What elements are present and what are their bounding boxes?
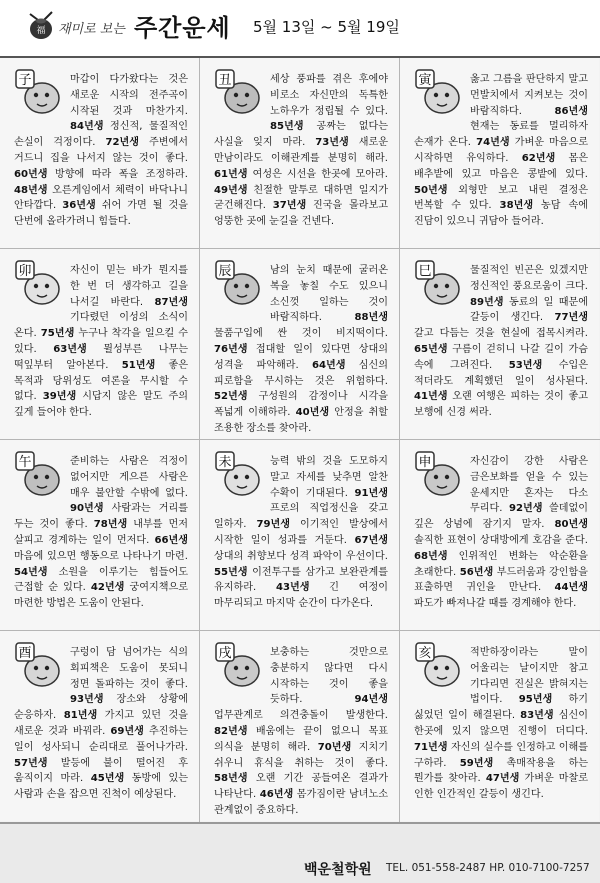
birth-year: 87년생 [154,296,188,308]
birth-year: 72년생 [105,137,139,149]
fortune-text [414,645,588,803]
fortune-sentence: 누구나 착각을 일으킬 수 있다. [14,328,189,355]
fortune-sentence: 갈고 다듬는 것을 현실에 접목시켜라. [414,328,588,340]
birth-year: 53년생 [508,359,543,371]
horoscope-cell-pig [400,631,599,821]
svg-text:福: 福 [36,26,46,36]
birth-year: 69년생 [110,725,144,737]
zodiac-sign-label: 未 [218,455,232,470]
academy-name: 백운철학원 [304,862,372,878]
fortune-pouch-icon [26,8,56,40]
horoscope-cell-rooster [0,631,199,821]
fortune-sentence: 좋은 목적과 당위성도 여론을 무시할 수 없다. [14,359,188,403]
footer [0,822,600,883]
birth-year: 91년생 [354,487,388,499]
birth-year: 76년생 [214,343,248,355]
birth-year: 51년생 [121,359,156,371]
fortune-sentence: 자신감이 강한 사람은 금은보화를 얻을 수 있는 운세지만 혼자는 다소 무리다. [470,456,588,515]
fortune-sentence: 사람과는 거리를 두는 것이 좋다. [14,503,188,531]
fortune-sentence: 이기적인 발상에서 시작한 일이 성과를 거둔다. [214,519,388,546]
fortune-sentence: 정신적, 물질적인 손실이 걱정이다. [14,121,188,149]
birth-year: 94년생 [354,694,388,706]
fortune-sentence: 몸가짐이란 남녀노소 관계없이 중요하다. [214,789,388,816]
zodiac-sign-label: 卯 [18,264,32,279]
icon-spacer [214,645,270,703]
birth-year: 75년생 [40,328,75,340]
zodiac-sign-label: 辰 [218,264,232,279]
fortune-sentence: 쓸데없이 깊은 상념에 잠기지 말자. [414,503,588,531]
fortune-sentence: 준비하는 사람은 걱정이 없어지만 게으른 사람은 매우 불안할 수밖에 없다. [70,456,188,499]
header-subtitle: 재미로 보는 [58,22,125,37]
fortune-text [214,72,388,230]
birth-year: 50년생 [414,184,448,196]
fortune-sentence: 가벼운 마찰로 인한 인간적인 갈등이 생긴다. [414,773,588,801]
fortune-sentence: 옳고 그름을 판단하지 말고 먼발치에서 지켜보는 것이 바람직하다. [470,74,588,117]
header [0,0,600,58]
fortune-sentence: 자신이 믿는 바가 뭔지를 한 번 더 생각하고 길을 나서길 바란다. [70,265,188,308]
fortune-sentence: 가벼운 마음으로 시작하면 유익하다. [414,137,588,164]
fortune-text [14,72,188,230]
birth-year: 66년생 [154,534,188,546]
birth-year: 61년생 [214,168,248,180]
fortune-sentence: 구성원의 감정이나 시각을 폭넓게 이해하라. [214,391,388,419]
birth-year: 37년생 [272,200,307,212]
birth-year: 65년생 [414,343,448,355]
fortune-text [14,454,188,612]
fortune-sentence: 접대할 일이 있다면 상대의 성격을 파악해라. [214,343,388,371]
page-title: 주간운세 [134,14,231,42]
birth-year: 78년생 [93,519,128,531]
row-divider [0,630,600,631]
birth-year: 48년생 [14,184,48,196]
birth-year: 60년생 [14,168,48,180]
zodiac-sign-label: 子 [18,73,32,88]
fortune-sentence: 구렁이 담 넘어가는 식의 회피책은 도움이 못되니 정면 돌파하는 것이 좋다. [70,647,188,690]
fortune-text [414,72,588,230]
birth-year: 45년생 [90,773,125,785]
icon-spacer [214,454,270,512]
fortune-sentence: 심신이 한곳에 있지 않으면 진행이 더디다. [414,710,588,737]
fortune-sentence: 지치기 쉬우니 휴식을 취하는 것이 좋다. [214,741,388,769]
fortune-sentence: 공짜는 없다는 사실을 잊지 마라. [214,121,388,149]
fortune-sentence: 외형만 보고 내린 결정은 번복할 수 있다. [414,184,588,212]
horoscope-cell-horse [0,440,199,630]
birth-year: 56년생 [459,566,494,578]
fortune-sentence: 소원을 이루기는 힘들어도 근접할 순 있다. [14,566,188,594]
icon-spacer [14,454,70,512]
contact-numbers: TEL. 051-558-2487 HP. 010-7100-7257 [386,862,590,874]
footer-divider [0,822,600,824]
icon-spacer [14,263,70,321]
fortune-text [414,454,588,612]
birth-year: 47년생 [485,773,520,785]
icon-spacer [414,645,470,703]
fortune-sentence: 배움에는 끝이 없으니 목표 의식을 분명히 해라. [214,725,388,753]
fortune-sentence: 내부를 먼저 살피고 경계하는 일이 먼저다. [14,519,189,546]
horoscope-cell-ox [200,58,399,248]
fortune-sentence: 몸은 배추밭에 있고 마음은 콩밭에 있다. [414,152,588,180]
fortune-sentence: 하기 싫었던 일이 해결된다. [414,694,588,722]
horoscope-cell-monkey [400,440,599,630]
birth-year: 39년생 [42,391,77,403]
birth-year: 62년생 [521,152,556,164]
fortune-sentence: 오랜 여행은 피하는 것이 좋고 보행에 신경 써라. [414,391,588,419]
zodiac-sign-label: 戌 [218,646,232,661]
horoscope-cell-snake [400,249,599,439]
horoscope-cell-rabbit [0,249,199,439]
icon-spacer [214,263,270,321]
fortune-sentence: 부드러움과 강인함을 표출하면 귀인을 만난다. [414,566,588,594]
birth-year: 79년생 [256,519,291,531]
fortune-sentence: 마음에 있으면 행동으로 나타나기 마련. [14,550,188,562]
fortune-sentence: 뮐성부른 나무는 떡잎부터 알아본다. [14,343,188,371]
zodiac-sign-label: 酉 [18,646,32,661]
birth-year: 85년생 [270,121,304,133]
fortune-sentence: 현재는 동료를 멀리하자 손재가 온다. [414,121,588,149]
fortune-sentence: 보충하는 것만으로 충분하지 않다면 다시 시작하는 것이 좋을 듯하다. [270,647,388,706]
birth-year: 71년생 [414,741,448,753]
birth-year: 41년생 [414,391,448,403]
icon-spacer [414,72,470,130]
birth-year: 44년생 [554,582,588,594]
birth-year: 81년생 [63,710,98,722]
birth-year: 70년생 [317,741,352,753]
birth-year: 73년생 [315,137,349,149]
horoscope-cell-sheep [200,440,399,630]
birth-year: 86년생 [554,105,588,117]
birth-year: 67년생 [354,534,388,546]
fortune-sentence: 능력 밖의 것을 도모하지 말고 자세를 낮추면 알찬 수확이 기대된다. [270,456,388,499]
column-divider [399,58,400,822]
birth-year: 46년생 [259,789,294,801]
fortune-sentence: 안정을 취할 조용한 장소를 찾아라. [214,407,388,434]
fortune-sentence: 수입은 적더라도 계획했던 일이 성사된다. [414,359,588,387]
horoscope-cell-dragon [200,249,399,439]
column-divider [199,58,200,822]
horoscope-cell-dog [200,631,399,821]
fortune-sentence: 오른게임에서 체력이 바닥나니 안타깝다. [14,184,188,212]
fortune-sentence: 궁여지책으로 마련한 방법은 도움이 안된다. [14,582,188,610]
fortune-sentence: 프로의 직업정신을 갖고 일하자. [214,503,388,531]
fortune-sentence: 장소와 상황에 순응하자. [14,694,188,722]
fortune-sentence: 가지고 있던 것을 새로운 것과 바꿔라. [14,710,188,737]
fortune-sentence: 추진하는 일이 성사되니 순리대로 풀어나가라. [14,725,188,753]
birth-year: 36년생 [62,200,96,212]
birth-year: 90년생 [70,503,104,515]
birth-year: 68년생 [414,550,448,562]
fortune-text [414,263,588,421]
fortune-sentence: 적반하장이라는 말이 어울리는 날이지만 참고 기다리면 진실은 밝혀지는 법이다. [470,647,588,706]
birth-year: 63년생 [53,343,87,355]
fortune-sentence: 쉬어 가면 될 것을 단번에 올라가려니 힘들다. [14,200,189,228]
fortune-text [14,263,188,421]
fortune-sentence: 물질적인 빈곤은 있겠지만 정신적인 풍요로움이 크다. [470,265,588,292]
fortune-sentence: 남의 눈치 때문에 굴러온 복을 놓칠 수도 있으니 소신껏 일하는 것이 바람직하다. [270,265,388,324]
fortune-text [214,263,388,437]
fortune-text [214,454,388,612]
fortune-text [214,645,388,819]
row-divider [0,439,600,440]
fortune-text [14,645,188,803]
fortune-sentence: 동방에 있는 사람과 손을 잡으면 진척이 예상된다. [14,773,188,801]
birth-year: 88년생 [354,312,388,324]
birth-year: 82년생 [214,725,248,737]
birth-year: 57년생 [14,757,48,769]
horoscope-grid [0,58,600,822]
birth-year: 93년생 [70,694,104,706]
fortune-sentence: 마갑이 다가왔다는 것은 새로운 시작의 전주곡이 시작된 것과 마찬가지. [70,74,188,117]
fortune-sentence: 방향에 따라 폭을 조정하라. [47,168,188,180]
fortune-sentence: 자신의 실수를 인정하고 이해를 구하라. [414,741,588,769]
zodiac-sign-label: 申 [418,455,432,470]
icon-spacer [14,72,70,130]
icon-spacer [14,645,70,703]
birth-year: 55년생 [214,566,248,578]
birth-year: 89년생 [470,296,504,308]
fortune-sentence: 발등에 불이 떨어진 후 움직이지 마라. [14,757,188,785]
fortune-sentence: 새로운 만남이라도 이해관계를 분명히 해라. [214,137,388,164]
fortune-sentence: 오랜 기간 공들여온 결과가 나타난다. [214,773,388,801]
fortune-sentence: 여성은 시선을 한곳에 모아라. [247,168,388,180]
zodiac-sign-label: 午 [18,455,32,470]
birth-year: 52년생 [214,391,248,403]
zodiac-sign-label: 寅 [418,73,432,88]
fortune-sentence: 긴 여정이 마무리되고 마지막 순간이 다가온다. [214,582,388,610]
fortune-sentence: 심신의 피로함을 무시하는 것은 위험하다. [214,359,388,387]
birth-year: 58년생 [214,773,248,785]
birth-year: 74년생 [476,137,510,149]
fortune-sentence: 동료의 일 때문에 갈등이 생긴다. [470,296,588,324]
birth-year: 42년생 [90,582,125,594]
fortune-sentence: 이전투구를 삼가고 보완관계를 유지하라. [214,566,388,594]
fortune-sentence: 주변에서 거드니 집을 나서지 않는 것이 좋다. [14,137,188,164]
fortune-sentence: 친절한 말투로 대하면 일지가 굳건해진다. [214,184,388,212]
zodiac-sign-label: 亥 [418,646,432,661]
fortune-sentence: 세상 풍파를 겪은 후에야 비로소 자신만의 독특한 노하우가 정립될 수 있다. [270,74,388,117]
fortune-sentence: 물품구입에 싼 것이 비지떡이다. [214,328,388,340]
birth-year: 59년생 [459,757,494,769]
birth-year: 43년생 [275,582,310,594]
fortune-sentence: 인위적인 변화는 악순환을 초래한다. [414,550,588,578]
birth-year: 49년생 [214,184,248,196]
fortune-sentence: 기다렸던 이성의 소식이 온다. [14,312,188,340]
fortune-sentence: 업무관계로 의견충돌이 발생한다. [214,710,388,722]
fortune-sentence: 솔직한 표현이 상대방에게 호감을 준다. [414,534,588,546]
birth-year: 38년생 [499,200,534,212]
fortune-sentence: 진국을 몰라보고 엉뚱한 곳에 눈길을 건넨다. [214,200,388,228]
fortune-sentence: 상대의 취향보다 성격 파악이 우선이다. [214,550,388,562]
icon-spacer [414,454,470,512]
row-divider [0,248,600,249]
birth-year: 95년생 [518,694,553,706]
birth-year: 92년생 [508,503,543,515]
birth-year: 54년생 [14,566,48,578]
birth-year: 40년생 [295,407,330,419]
fortune-sentence: 구름이 걷히니 나갈 길이 가슴 속에 그려진다. [414,343,588,371]
birth-year: 83년생 [520,710,554,722]
fortune-sentence: 촉매작용을 하는 뭔가를 찾아라. [414,757,588,785]
fortune-sentence: 농담 속에 진담이 있으니 귀담아 들어라. [414,200,588,228]
birth-year: 80년생 [554,519,588,531]
zodiac-sign-label: 巳 [418,264,432,279]
fortune-sentence: 파도가 빠져나갈 때를 경계해야 한다. [414,598,577,610]
fortune-sentence: 시답지 않은 말도 주의 깊게 들어야 한다. [14,391,188,419]
icon-spacer [214,72,270,130]
date-range: 5월 13일 ~ 5월 19일 [253,18,400,36]
icon-spacer [414,263,470,321]
birth-year: 64년생 [311,359,346,371]
zodiac-sign-label: 丑 [218,73,232,88]
birth-year: 84년생 [70,121,104,133]
horoscope-cell-tiger [400,58,599,248]
birth-year: 77년생 [554,312,588,324]
horoscope-cell-rat [0,58,199,248]
